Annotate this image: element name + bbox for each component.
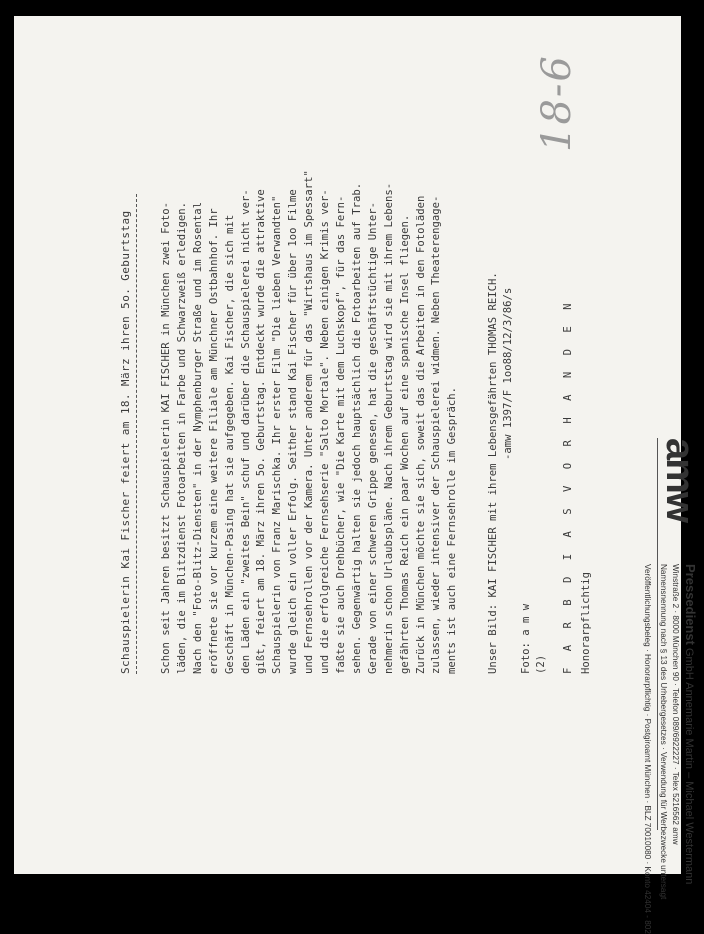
stamp-title-suffix: GmbH Annemarie Martin – Michael Westermann xyxy=(683,648,695,885)
foto-count: (2) xyxy=(535,654,547,674)
color-slides-note: F A R B D I A S V O R H A N D E N xyxy=(562,298,574,674)
body-line: faßte sie auch Drehbücher, wie "Die Karte mit dem Luchskopf", für das Fern- xyxy=(334,195,347,674)
stamp-title-main: Pressedienst xyxy=(683,564,698,645)
archive-code: -amw 1397/F 1oo88/12/3/86/s xyxy=(502,287,514,460)
press-photo-backside xyxy=(14,16,702,934)
headline-underline xyxy=(136,194,137,674)
body-line: Geschäft in München-Pasing hat sie aufgegeben. Kai Fischer, die sich mit xyxy=(223,214,236,674)
stamp-title xyxy=(683,564,698,884)
body-line: eröffnete sie vor kurzem eine weitere Filiale am Münchner Ostbahnhof. Ihr xyxy=(207,208,220,674)
fee-note: Honorarpflichtig xyxy=(580,571,592,674)
rotated-document xyxy=(14,16,702,934)
stamp-address: Winstraße 2 · 8000 München 90 · Telefon 089/6922227 · Telex 5216562 amw xyxy=(671,564,680,845)
body-line: wurde gleich ein voller Erfolg. Seither stand Kai Fischer für über 1oo Filme xyxy=(287,189,300,674)
body-line: Gerade von einer schweren Grippe genesen, hat die geschäftstüchtige Unter- xyxy=(366,202,379,674)
body-line: ments ist auch eine Fernsehrolle im Gespräch. xyxy=(446,386,459,674)
body-line: nehmerin schon Urlaubspläne. Nach ihrem Geburtstag wird sie mit ihrem Lebens- xyxy=(382,182,395,674)
body-line: Schauspielerin von Franz Marischka. Ihr erster Film "Die lieben Verwandten" xyxy=(271,195,284,674)
body-line: Zurück in München möchte sie sich, soweit das die Arbeiten in den Fotoläden xyxy=(414,195,427,674)
headline: Schauspielerin Kai Fischer feiert am 18. März ihren 5o. Geburtstag xyxy=(119,210,132,674)
photo-caption: Unser Bild: KAI FISCHER mit ihrem Lebensgefährten THOMAS REICH. xyxy=(487,272,499,674)
agency-logo: amw xyxy=(658,438,702,521)
body-line: zulassen, wieder intensiver der Schauspielerei widmen. Neben Theaterengage- xyxy=(430,195,443,674)
body-line: Nach den "Foto-Blitz-Diensten" in der Nymphenburger Straße und im Rosental xyxy=(191,202,204,674)
agency-stamp xyxy=(634,434,704,934)
stamp-usage-note: Namensnennung nach § 13 des Urhebergesetzes · Verwendung für Werbezwecke untersagt xyxy=(659,564,668,900)
foto-label: Foto: a m w xyxy=(520,603,532,674)
stamp-bank-note: Veröffentlichungsbeleg · Honorarpflichtig · Postgiroamt München · BLZ 70010080 · Konto 42404 - 802 xyxy=(643,564,652,934)
agency-stamp-content xyxy=(634,434,704,934)
body-line: sehen. Gegenwärtig halten sie jedoch hauptsächlich die Fotoarbeiten auf Trab. xyxy=(350,182,363,674)
body-line: und die erfolgreiche Fernsehserie "Salto Mortale". Neben einigen Krimis ver- xyxy=(319,189,332,674)
photo-credit-block xyxy=(519,604,549,674)
stamp-divider xyxy=(657,438,658,830)
body-line: Schon seit Jahren besitzt Schauspielerin KAI FISCHER in München zwei Foto- xyxy=(160,202,172,674)
body-line: läden, die im Blitzdienst Fotoarbeiten in Farbe und Schwarzweiß erledigen. xyxy=(175,202,188,674)
body-line: und Fernsehrollen vor der Kamera. Unter anderem für das "Wirtshaus im Spessart" xyxy=(303,170,316,674)
body-line: den Läden ein "zweites Bein" schuf und darüber die Schauspielerei nicht ver- xyxy=(239,189,252,674)
body-line: gißt, feiert am 18. März ihren 5o. Geburtstag. Entdeckt wurde die attraktive xyxy=(255,189,268,674)
body-line: gefährten Thomas Reich ein paar Wochen auf eine spanische Insel fliegen. xyxy=(398,214,411,674)
handwritten-number: 18-6 xyxy=(534,54,580,152)
article-body xyxy=(159,52,461,674)
